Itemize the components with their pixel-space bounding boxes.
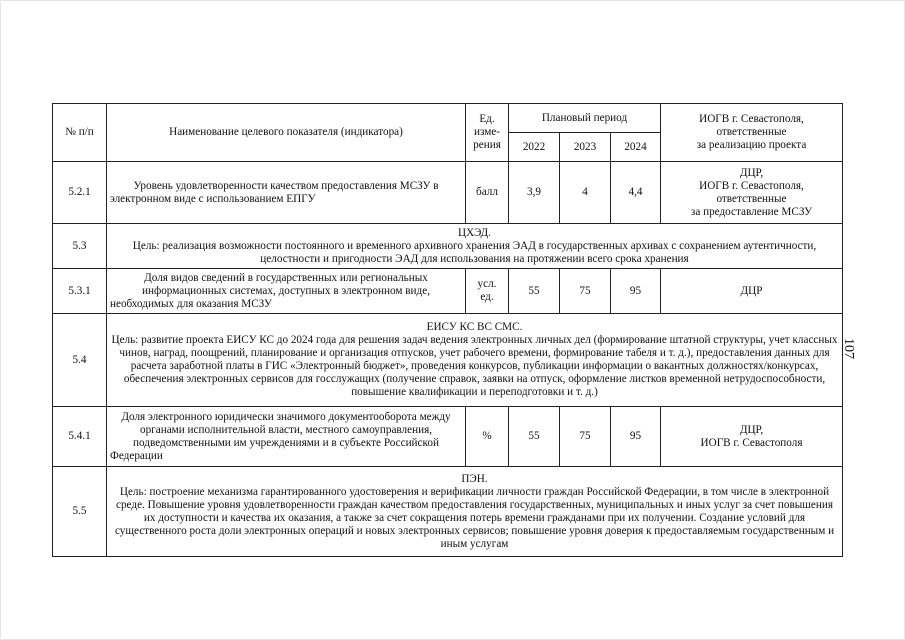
indicator-value-2023: 75 <box>560 407 611 467</box>
page-number: 107 <box>841 338 856 359</box>
goal-title: ЕИСУ КС ВС СМС. <box>426 321 523 333</box>
header-unit-line: рения <box>473 139 501 151</box>
indicator-responsible-line: за предоставление МСЗУ <box>690 205 813 218</box>
indicator-row <box>53 407 843 467</box>
indicator-unit-line: % <box>482 430 492 442</box>
indicator-unit-line: ед. <box>480 291 494 303</box>
indicator-name: Уровень удовлетворенности качеством предоставления МСЗУ в электронном виде с использованием ЕПГУ <box>107 162 466 224</box>
indicator-value-2023: 75 <box>560 269 611 314</box>
indicator-responsible-line: ответственные <box>716 192 787 205</box>
indicator-row <box>53 269 843 314</box>
goal-text: Цель: реализация возможности постоянного и временного архивного хранения ЭАД в государственных архивах с сохранением аутентичности, целостности и пригодности ЭАД для использования на протяжении всего срока хранения <box>132 239 817 265</box>
header-year: 2024 <box>611 133 661 162</box>
goal-row <box>53 224 843 269</box>
row-number: 5.3.1 <box>53 269 107 314</box>
indicator-responsible-line: ДЦР, <box>739 423 764 436</box>
header-resp <box>661 104 843 162</box>
goal-cell <box>107 314 843 407</box>
header-year: 2022 <box>509 133 560 162</box>
header-year: 2023 <box>560 133 611 162</box>
indicator-responsible <box>661 162 843 224</box>
indicator-unit <box>466 162 509 224</box>
indicator-responsible <box>661 269 843 314</box>
indicator-responsible-line: ИОГВ г. Севастополя, <box>699 179 804 192</box>
header-unit <box>466 104 509 162</box>
indicator-unit-line: балл <box>476 186 498 198</box>
header-resp-line: ИОГВ г. Севастополя, <box>699 113 804 125</box>
indicator-value-2022: 3,9 <box>509 162 560 224</box>
indicator-value-2024: 95 <box>611 407 661 467</box>
plan-indicators-table <box>52 103 843 557</box>
indicator-responsible-line: ИОГВ г. Севастополя <box>700 436 803 449</box>
indicator-value-2024: 4,4 <box>611 162 661 224</box>
indicator-value-2022: 55 <box>509 407 560 467</box>
goal-title: ПЭН. <box>461 472 488 485</box>
header-resp-line: ответственные <box>716 126 787 138</box>
header-num: № п/п <box>53 104 107 162</box>
row-number: 5.4 <box>53 314 107 407</box>
indicator-value-2024: 95 <box>611 269 661 314</box>
row-number: 5.4.1 <box>53 407 107 467</box>
row-number: 5.5 <box>53 467 107 557</box>
row-number: 5.3 <box>53 224 107 269</box>
indicator-unit <box>466 407 509 467</box>
indicator-unit-line: усл. <box>477 278 497 290</box>
table-header-row <box>53 104 843 133</box>
goal-cell <box>107 224 843 269</box>
header-unit-line: Ед. <box>479 113 495 125</box>
indicator-name: Доля электронного юридически значимого документооборота между органами исполнительной власти, местного самоуправления, подведомственными им учреждениями и в субъекте Российской Федерации <box>107 407 466 467</box>
goal-text: Цель: построение механизма гарантированного удостоверения и верификации личности граждан Российской Федерации, в том числе в электронной среде. Повышение уровня удовлетворенности граждан качеством предоставления государственных, муниципальных и иных услуг за счет повышения их доступности и качества их оказания, а также за счет сокращения потерь времени гражданами при их получении. Создание условий для существенного роста доли электронных операций и новых электронных сервисов; повышение уровня доверия к предоставляемым государственным и иным услугам <box>114 485 835 550</box>
indicator-responsible-line: ДЦР <box>740 284 763 297</box>
indicator-row <box>53 162 843 224</box>
header-unit-line: изме- <box>473 126 501 138</box>
goal-row <box>53 467 843 557</box>
goal-title: ЦХЭД. <box>458 226 491 239</box>
header-period: Плановый период <box>509 104 661 133</box>
indicator-unit <box>466 269 509 314</box>
header-name: Наименование целевого показателя (индикатора) <box>107 104 466 162</box>
row-number: 5.2.1 <box>53 162 107 224</box>
goal-cell <box>107 467 843 557</box>
goal-text: Цель: развитие проекта ЕИСУ КС до 2024 года для решения задач ведения электронных личных дел (формирование штатной структуры, учет классных чинов, наград, поощрений, планирование и организация отпусков, учет рабочего времени, формирование табеля и т. д.), предоставления данных для расчета заработной платы в ГИС «Электронный бюджет», проведения конкурсов, публикации информации о вакантных должностях/конкурсах, обеспечения электронных сервисов для госслужащих (получение справок, заявки на отпуск, оформление листков временной нетрудоспособности, повышение квалификации и переподготовки и т. д.) <box>111 334 838 398</box>
indicator-responsible <box>661 407 843 467</box>
indicator-value-2023: 4 <box>560 162 611 224</box>
header-resp-line: за реализацию проекта <box>696 139 807 151</box>
goal-row <box>53 314 843 407</box>
indicator-name: Доля видов сведений в государственных или региональных информационных системах, доступных в электронном виде, необходимых для оказания МСЗУ <box>107 269 466 314</box>
indicator-value-2022: 55 <box>509 269 560 314</box>
indicator-responsible-line: ДЦР, <box>739 166 764 179</box>
